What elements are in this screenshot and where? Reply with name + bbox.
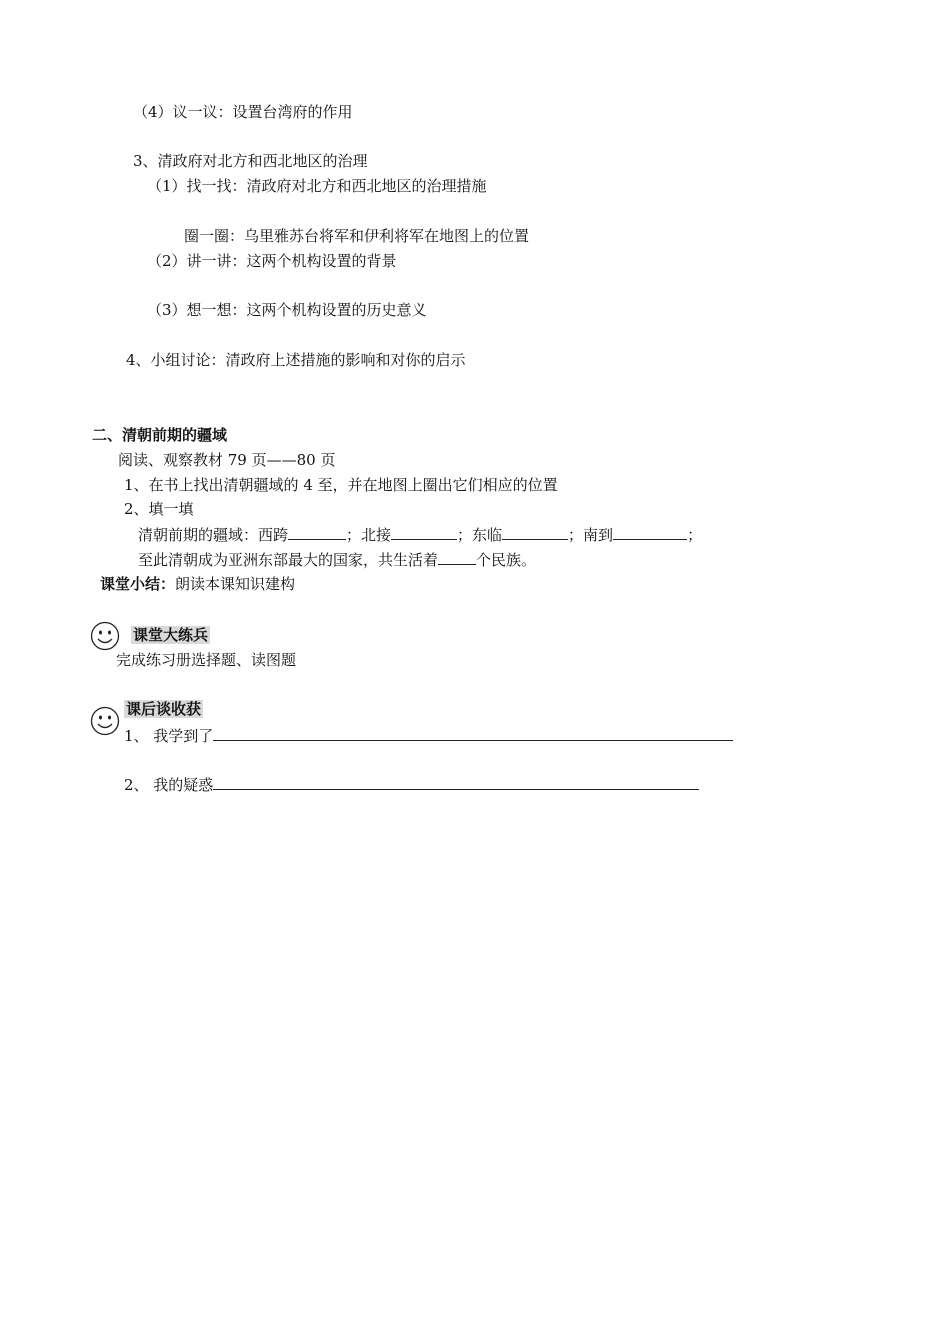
blank-west[interactable] [288,524,346,540]
section3-think: （3）想一想：这两个机构设置的历史意义 [147,301,427,319]
class-summary [100,574,295,594]
item4-discuss: （4）议一议：设置台湾府的作用 [133,103,353,121]
section3-title: 3、清政府对北方和西北地区的治理 [133,152,368,170]
fill2-prefix: 至此清朝成为亚洲东部最大的国家，共生活着 [138,551,439,569]
section3-find: （1）找一找：清政府对北方和西北地区的治理措施 [147,177,487,195]
blank-east[interactable] [502,524,568,540]
blank-ethnic-count[interactable] [438,549,476,565]
smiley-icon [90,621,120,651]
smiley-icon [90,706,120,736]
summary-text: 朗读本课知识建构 [175,575,296,593]
blank-north[interactable] [391,524,457,540]
fill-south-label: ；南到 [568,526,614,544]
harvest-item-2 [124,774,699,795]
fill-blank-ethnic [138,549,536,570]
harvest-label [124,699,203,719]
fill2-suffix: 个民族。 [476,551,537,569]
task-1: 1、在书上找出清朝疆域的 4 至，并在地图上圈出它们相应的位置 [124,476,558,494]
task-2: 2、填一填 [124,500,194,518]
section3-tell: （2）讲一讲：这两个机构设置的背景 [147,252,397,270]
answer-line-questions[interactable] [213,774,699,790]
section4-group-discussion: 4、小组讨论：清政府上述措施的影响和对你的启示 [126,351,466,369]
practice-label-text: 课堂大练兵 [133,626,209,644]
reading-instruction: 阅读、观察教材 79 页——80 页 [118,451,336,469]
harvest-item-2-label: 2、 我的疑惑 [124,776,214,794]
section-heading-territory: 二、清朝前期的疆域 [92,426,228,444]
fill-prefix: 清朝前期的疆域：西跨 [138,526,289,544]
answer-line-learned[interactable] [213,725,733,741]
harvest-label-text: 课后谈收获 [126,700,202,718]
harvest-item-1 [124,725,733,746]
fill-end: ； [687,526,703,544]
section3-circle: 圈一圈：乌里雅苏台将军和伊利将军在地图上的位置 [184,227,530,245]
blank-south[interactable] [613,524,687,540]
fill-east-label: ；东临 [457,526,503,544]
harvest-item-1-label: 1、 我学到了 [124,727,214,745]
summary-label: 课堂小结： [100,575,176,593]
fill-blank-territory [138,524,702,545]
practice-label [131,625,210,645]
fill-north-label: ；北接 [346,526,392,544]
practice-text: 完成练习册选择题、读图题 [116,651,297,669]
